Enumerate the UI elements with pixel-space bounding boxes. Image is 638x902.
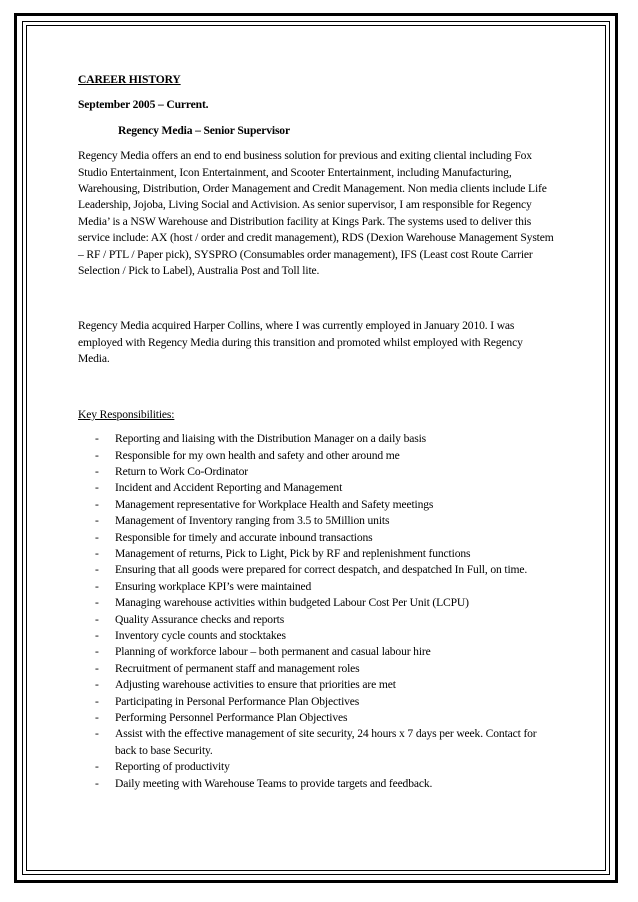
list-item <box>78 628 556 644</box>
list-item <box>78 710 556 726</box>
bullet-dash: - <box>95 448 99 462</box>
document-content <box>78 72 556 792</box>
responsibility-text: Management representative for Workplace Health and Safety meetings <box>115 497 434 511</box>
responsibility-text: Assist with the effective management of site security, 24 hours x 7 days per week. Contact for back to base Security. <box>115 727 537 757</box>
bullet-dash: - <box>95 563 99 577</box>
responsibility-text: Reporting of productivity <box>115 760 230 774</box>
bullet-dash: - <box>95 432 99 446</box>
list-item <box>78 480 556 496</box>
list-item <box>78 513 556 529</box>
responsibility-text: Performing Personnel Performance Plan Objectives <box>115 711 348 724</box>
responsibility-text: Reporting and liaising with the Distribution Manager on a daily basis <box>115 432 427 446</box>
responsibility-text: Management of Inventory ranging from 3.5 to 5Million units <box>115 514 390 528</box>
bullet-dash: - <box>95 678 99 692</box>
responsibility-text: Responsible for timely and accurate inbound transactions <box>115 530 373 544</box>
list-item <box>78 776 556 792</box>
list-item <box>78 644 556 660</box>
acquisition-paragraph: Regency Media acquired Harper Collins, where I was currently employed in January 2010. I was employed with Regency Media during this transition and promoted whilst employed with Regency Media. <box>78 319 523 366</box>
list-item <box>78 677 556 693</box>
bullet-dash: - <box>95 514 99 528</box>
key-responsibilities-heading: Key Responsibilities: <box>78 407 175 421</box>
list-item <box>78 497 556 513</box>
bullet-dash: - <box>95 530 99 544</box>
responsibility-text: Ensuring workplace KPI’s were maintained <box>115 579 312 593</box>
bullet-dash: - <box>95 711 99 724</box>
responsibility-text: Management of returns, Pick to Light, Pick by RF and replenishment functions <box>115 546 471 560</box>
responsibility-text: Quality Assurance checks and reports <box>115 612 285 626</box>
list-item <box>78 759 556 775</box>
responsibility-text: Planning of workforce labour – both permanent and casual labour hire <box>115 645 431 659</box>
list-item <box>78 694 556 710</box>
responsibility-text: Inventory cycle counts and stocktakes <box>115 628 286 642</box>
list-item <box>78 448 556 464</box>
list-item <box>78 726 556 759</box>
bullet-dash: - <box>95 546 99 560</box>
responsibilities-list <box>78 431 556 792</box>
career-history-heading: CAREER HISTORY <box>78 73 181 86</box>
list-item <box>78 546 556 562</box>
list-item <box>78 579 556 595</box>
company-description-paragraph: Regency Media offers an end to end business solution for previous and exiting cliental including Fox Studio Entertainment, Icon Entertainment, and Scooter Entertainment, including Manufacturing, Warehousing, Distribution, Order Management and Credit Management. Non media clients include Life Leadership, Jojoba, Living Social and Activision. As senior supervisor, I am responsible for Regency Media’ is a NSW Warehouse and Distribution facility at Kings Park. The systems used to deliver this service include: AX (host / order and credit management), RDS (Dexion Warehouse Management System – RF / PTL / Paper pick), SYSPRO (Consumables order management), IFS (Least cost Route Carrier Selection / Pick to Label), Australia Post and Toll lite. <box>78 149 554 278</box>
list-item <box>78 464 556 480</box>
bullet-dash: - <box>95 481 99 495</box>
list-item <box>78 562 556 578</box>
bullet-dash: - <box>95 760 99 774</box>
bullet-dash: - <box>95 661 99 675</box>
position-title: Regency Media – Senior Supervisor <box>118 123 290 137</box>
bullet-dash: - <box>95 596 99 610</box>
responsibility-text: Return to Work Co-Ordinator <box>115 464 248 478</box>
list-item <box>78 530 556 546</box>
list-item <box>78 612 556 628</box>
bullet-dash: - <box>95 612 99 626</box>
responsibility-text: Participating in Personal Performance Plan Objectives <box>115 694 360 708</box>
responsibility-text: Adjusting warehouse activities to ensure that priorities are met <box>115 678 396 692</box>
responsibility-text: Recruitment of permanent staff and management roles <box>115 661 360 675</box>
responsibility-text: Ensuring that all goods were prepared for correct despatch, and despatched In Full, on time. <box>115 563 528 577</box>
bullet-dash: - <box>95 645 99 659</box>
date-range: September 2005 – Current. <box>78 98 209 112</box>
bullet-dash: - <box>95 776 99 790</box>
bullet-dash: - <box>95 464 99 478</box>
bullet-dash: - <box>95 727 99 741</box>
responsibility-text: Daily meeting with Warehouse Teams to provide targets and feedback. <box>115 776 433 790</box>
responsibility-text: Responsible for my own health and safety and other around me <box>115 448 400 462</box>
bullet-dash: - <box>95 497 99 511</box>
responsibility-text: Incident and Accident Reporting and Management <box>115 481 343 495</box>
bullet-dash: - <box>95 694 99 708</box>
bullet-dash: - <box>95 628 99 642</box>
list-item <box>78 431 556 447</box>
list-item <box>78 661 556 677</box>
responsibility-text: Managing warehouse activities within budgeted Labour Cost Per Unit (LCPU) <box>115 596 469 610</box>
bullet-dash: - <box>95 579 99 593</box>
list-item <box>78 595 556 611</box>
